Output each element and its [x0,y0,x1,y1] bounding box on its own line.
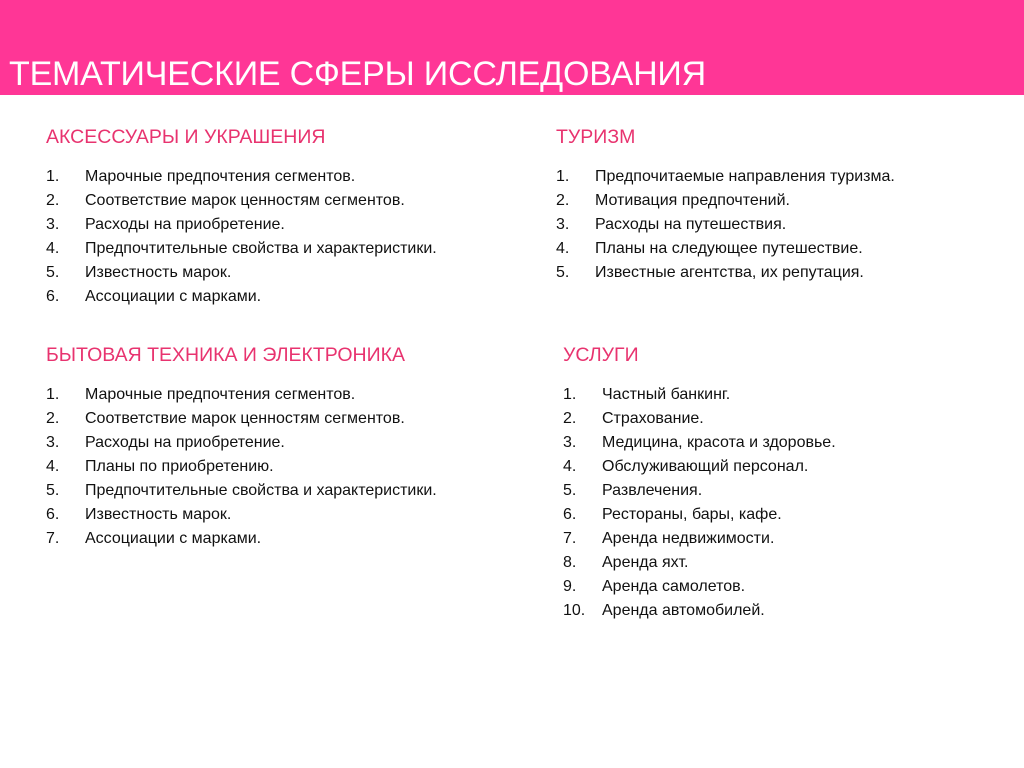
list-item-text: Известность марок. [85,264,232,281]
list-item [46,383,437,407]
list-item [563,383,836,407]
list-item-text: Предпочитаемые направления туризма. [595,168,895,185]
list-item-text: Обслуживающий персонал. [602,458,809,475]
list-item-text: Марочные предпочтения сегментов. [85,386,356,403]
list-item-number: 6. [46,288,60,305]
list-item-text: Страхование. [602,410,704,427]
list-item [563,575,836,599]
list-item [46,503,437,527]
list-item-text: Расходы на путешествия. [595,216,787,233]
list-item-number: 1. [563,386,577,403]
list-item [46,455,437,479]
list-item [46,261,437,285]
list-item-text: Расходы на приобретение. [85,434,285,451]
section-tourism [556,124,895,285]
list-item [563,551,836,575]
section-accessories [46,124,437,309]
list-item-text: Аренда недвижимости. [602,530,775,547]
list-item-number: 3. [46,216,60,233]
list-item-number: 5. [563,482,577,499]
list-item-text: Планы на следующее путешествие. [595,240,863,257]
list-item-text: Развлечения. [602,482,703,499]
list-item [46,213,437,237]
list-item-text: Рестораны, бары, кафе. [602,506,782,523]
list-item-text: Ассоциации с марками. [85,530,262,547]
list-item-text: Планы по приобретению. [85,458,274,475]
list-item-number: 7. [46,530,60,547]
list-item-number: 1. [46,168,60,185]
list-item [46,189,437,213]
list-item-text: Аренда самолетов. [602,578,746,595]
list-item-number: 2. [563,410,577,427]
list-item [46,285,437,309]
list-item-text: Частный банкинг. [602,386,731,403]
list-item [46,527,437,551]
list-item-text: Аренда автомобилей. [602,602,765,619]
list-item-number: 2. [46,410,60,427]
list-item [556,237,895,261]
list-item-text: Предпочтительные свойства и характеристики. [85,240,437,257]
list-item [46,407,437,431]
list-item [563,479,836,503]
list-item-number: 5. [46,264,60,281]
section-heading: ТУРИЗМ [556,126,636,148]
list-item-number: 3. [46,434,60,451]
list-item-number: 3. [556,216,570,233]
section-list [563,383,836,623]
section-appliances-electronics [46,342,437,551]
list-item [556,189,895,213]
list-item-text: Медицина, красота и здоровье. [602,434,836,451]
list-item [563,407,836,431]
list-item-number: 1. [46,386,60,403]
list-item-text: Марочные предпочтения сегментов. [85,168,356,185]
list-item-text: Ассоциации с марками. [85,288,262,305]
list-item [46,479,437,503]
list-item [563,431,836,455]
list-item-text: Аренда яхт. [602,554,689,571]
section-heading: АКСЕССУАРЫ И УКРАШЕНИЯ [46,126,326,148]
list-item-number: 7. [563,530,577,547]
list-item-number: 5. [556,264,570,281]
list-item-number: 4. [46,240,60,257]
section-heading: БЫТОВАЯ ТЕХНИКА И ЭЛЕКТРОНИКА [46,344,406,366]
list-item [556,165,895,189]
list-item-text: Мотивация предпочтений. [595,192,790,209]
section-list [46,165,437,309]
page-title: ТЕМАТИЧЕСКИЕ СФЕРЫ ИССЛЕДОВАНИЯ [9,55,707,93]
list-item-number: 4. [556,240,570,257]
list-item-number: 3. [563,434,577,451]
list-item-text: Соответствие марок ценностям сегментов. [85,192,405,209]
list-item-number: 5. [46,482,60,499]
list-item [556,213,895,237]
list-item [46,237,437,261]
header-bar [0,0,1024,95]
list-item-text: Известные агентства, их репутация. [595,264,864,281]
list-item-number: 10. [563,602,586,619]
list-item-text: Известность марок. [85,506,232,523]
list-item-number: 2. [46,192,60,209]
list-item [563,455,836,479]
list-item-text: Соответствие марок ценностям сегментов. [85,410,405,427]
list-item-number: 6. [563,506,577,523]
list-item [46,165,437,189]
list-item [46,431,437,455]
list-item [556,261,895,285]
list-item [563,527,836,551]
list-item-number: 1. [556,168,570,185]
list-item [563,599,836,623]
section-services [563,342,836,623]
list-item-text: Предпочтительные свойства и характеристики. [85,482,437,499]
list-item-number: 6. [46,506,60,523]
list-item-number: 9. [563,578,577,595]
list-item-number: 8. [563,554,577,571]
section-heading: УСЛУГИ [563,344,639,366]
list-item-text: Расходы на приобретение. [85,216,285,233]
section-list [46,383,437,551]
list-item-number: 4. [46,458,60,475]
list-item [563,503,836,527]
list-item-number: 2. [556,192,570,209]
list-item-number: 4. [563,458,577,475]
section-list [556,165,895,285]
